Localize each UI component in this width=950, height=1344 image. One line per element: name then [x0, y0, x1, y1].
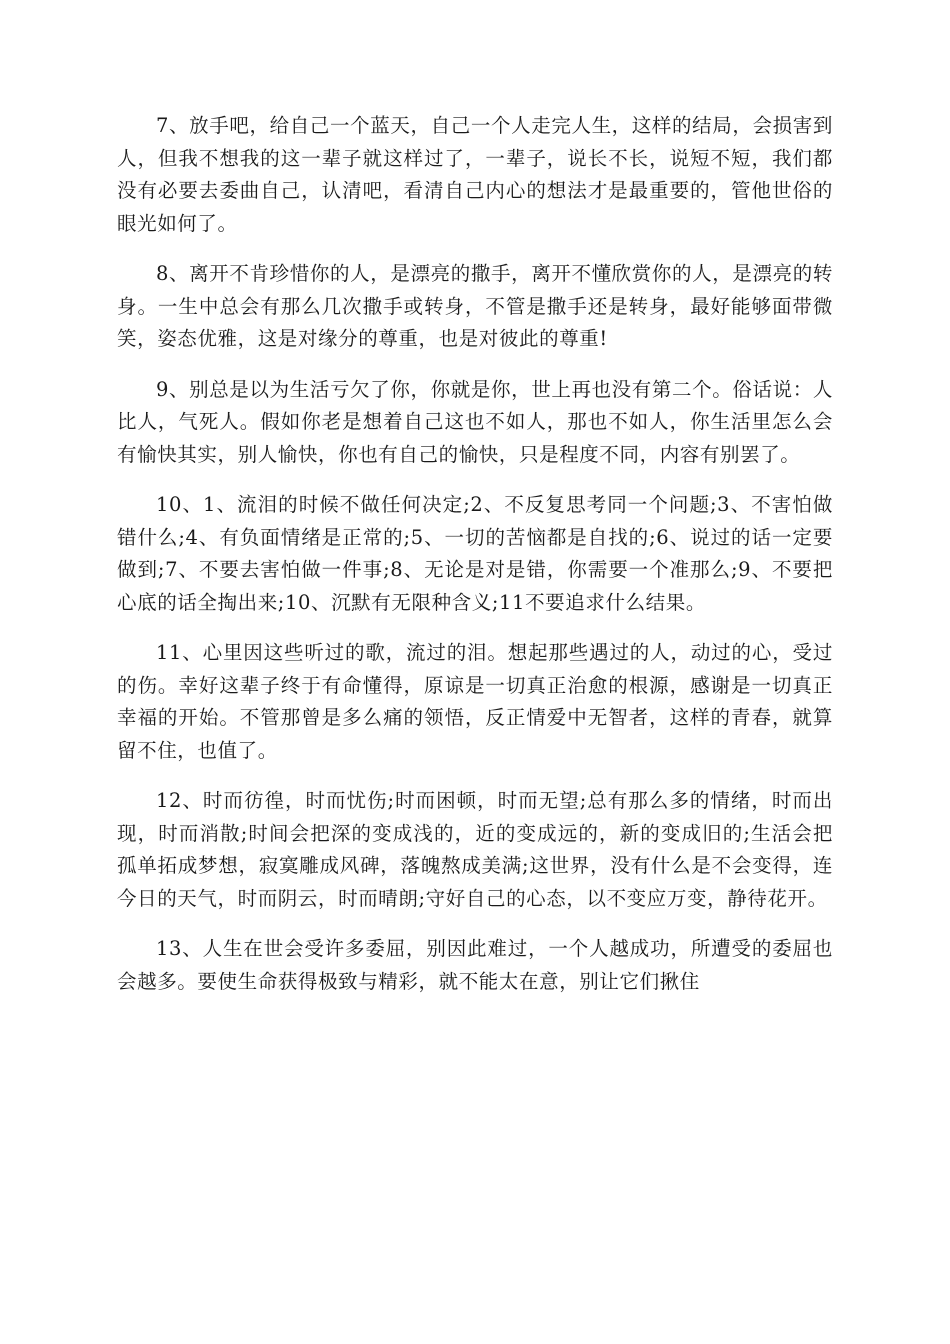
paragraph-12: 12、时而彷徨，时而忧伤;时而困顿，时而无望;总有那么多的情绪，时而出现，时而消散;时间会把深的变成浅的，近的变成远的，新的变成旧的;生活会把孤单拓成梦想，寂寞雕成风碑，落魄熬成美满;这世界，没有什么是不会变得，连今日的天气，时而阴云，时而晴朗;守好自己的心态，以不变应万变，静待花开。: [117, 789, 833, 910]
paragraph-11: 11、心里因这些听过的歌，流过的泪。想起那些遇过的人，动过的心，受过的伤。幸好这辈子终于有命懂得，原谅是一切真正治愈的根源，感谢是一切真正幸福的开始。不管那曾是多么痛的领悟，反正情爱中无智者，这样的青春，就算留不住，也值了。: [117, 641, 833, 762]
paragraph-9: 9、别总是以为生活亏欠了你，你就是你，世上再也没有第二个。俗话说：人比人，气死人。假如你老是想着自己这也不如人，那也不如人，你生活里怎么会有愉快其实，别人愉快，你也有自己的愉快，只是程度不同，内容有别罢了。: [117, 377, 833, 466]
paragraph-13: 13、人生在世会受许多委屈，别因此难过，一个人越成功，所遭受的委屈也会越多。要使生命获得极致与精彩，就不能太在意，别让它们揪住: [117, 937, 833, 993]
paragraph-7: 7、放手吧，给自己一个蓝天，自己一个人走完人生，这样的结局，会损害到人，但我不想我的这一辈子就这样过了，一辈子，说长不长，说短不短，我们都没有必要去委曲自己，认清吧，看清自己内心的想法才是最重要的，管他世俗的眼光如何了。: [117, 114, 833, 235]
document-body: [117, 110, 833, 1016]
paragraph-8: 8、离开不肯珍惜你的人，是漂亮的撒手，离开不懂欣赏你的人，是漂亮的转身。一生中总会有那么几次撒手或转身，不管是撒手还是转身，最好能够面带微笑，姿态优雅，这是对缘分的尊重，也是对彼此的尊重!: [117, 262, 833, 350]
paragraph-10: 10、1、流泪的时候不做任何决定;2、不反复思考同一个问题;3、不害怕做错什么;4、有负面情绪是正常的;5、一切的苦恼都是自找的;6、说过的话一定要做到;7、不要去害怕做一件事;8、无论是对是错，你需要一个准那么;9、不要把心底的话全掏出来;10、沉默有无限种含义;11不要追求什么结果。: [117, 493, 833, 614]
